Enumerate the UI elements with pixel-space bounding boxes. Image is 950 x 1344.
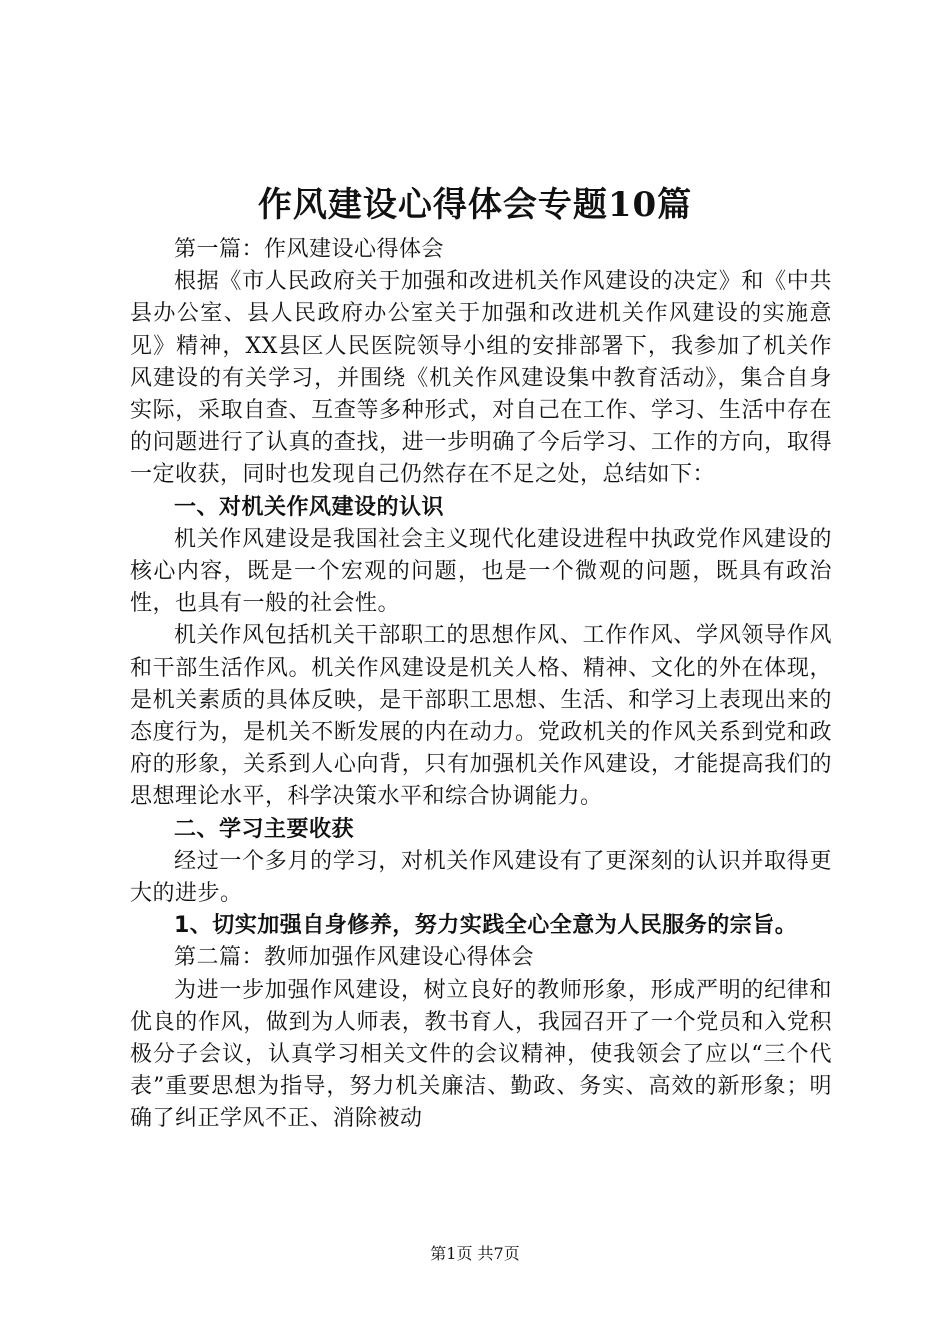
body-paragraph: 机关作风建设是我国社会主义现代化建设进程中执政党作风建设的核心内容，既是一个宏观的问题，也是一个微观的问题，既具有政治性，也具有一般的社会性。 bbox=[130, 526, 832, 617]
document-body bbox=[130, 234, 832, 1136]
body-paragraph: 为进一步加强作风建设，树立良好的教师形象，形成严明的纪律和优良的作风，做到为人师表，教书育人，我园召开了一个党员和入党积极分子会议，认真学习相关文件的会议精神，使我领会了应以“三个代表”重要思想为指导，努力机关廉洁、勤政、务实、高效的新形象；明确了纠正学风不正、消除被动 bbox=[130, 977, 832, 1132]
page-footer: 第1页 共7页 bbox=[430, 1244, 520, 1263]
chapter-heading: 第二篇：教师加强作风建设心得体会 bbox=[174, 945, 535, 971]
document-title: 作风建设心得体会专题10篇 bbox=[257, 185, 693, 225]
section-heading: 二、学习主要收获 bbox=[174, 816, 355, 842]
chapter-heading: 第一篇：作风建设心得体会 bbox=[174, 237, 445, 262]
body-paragraph: 根据《市人民政府关于加强和改进机关作风建设的决定》和《中共县办公室、县人民政府办公室关于加强和改进机关作风建设的实施意见》精神，XX县区人民医院领导小组的安排部署下，我参加了机关作风建设的有关学习，并围绕《机关作风建设集中教育活动》，集合自身实际，采取自查、互查等多种形式，对自己在工作、学习、生活中存在的问题进行了认真的查找，进一步明确了今后学习、工作的方向，取得一定收获，同时也发现自己仍然存在不足之处，总结如下： bbox=[130, 269, 832, 488]
subsection-heading: 1、切实加强自身修养，努力实践全心全意为人民服务的宗旨。 bbox=[174, 913, 798, 939]
section-heading: 一、对机关作风建设的认识 bbox=[174, 494, 445, 520]
body-paragraph: 经过一个多月的学习，对机关作风建设有了更深刻的认识并取得更大的进步。 bbox=[130, 848, 832, 907]
body-paragraph: 机关作风包括机关干部职工的思想作风、工作作风、学风领导作风和干部生活作风。机关作风建设是机关人格、精神、文化的外在体现，是机关素质的具体反映，是干部职工思想、生活、和学习上表现出来的态度行为，是机关不断发展的内在动力。党政机关的作风关系到党和政府的形象，关系到人心向背，只有加强机关作风建设，才能提高我们的思想理论水平，科学决策水平和综合协调能力。 bbox=[130, 623, 832, 810]
